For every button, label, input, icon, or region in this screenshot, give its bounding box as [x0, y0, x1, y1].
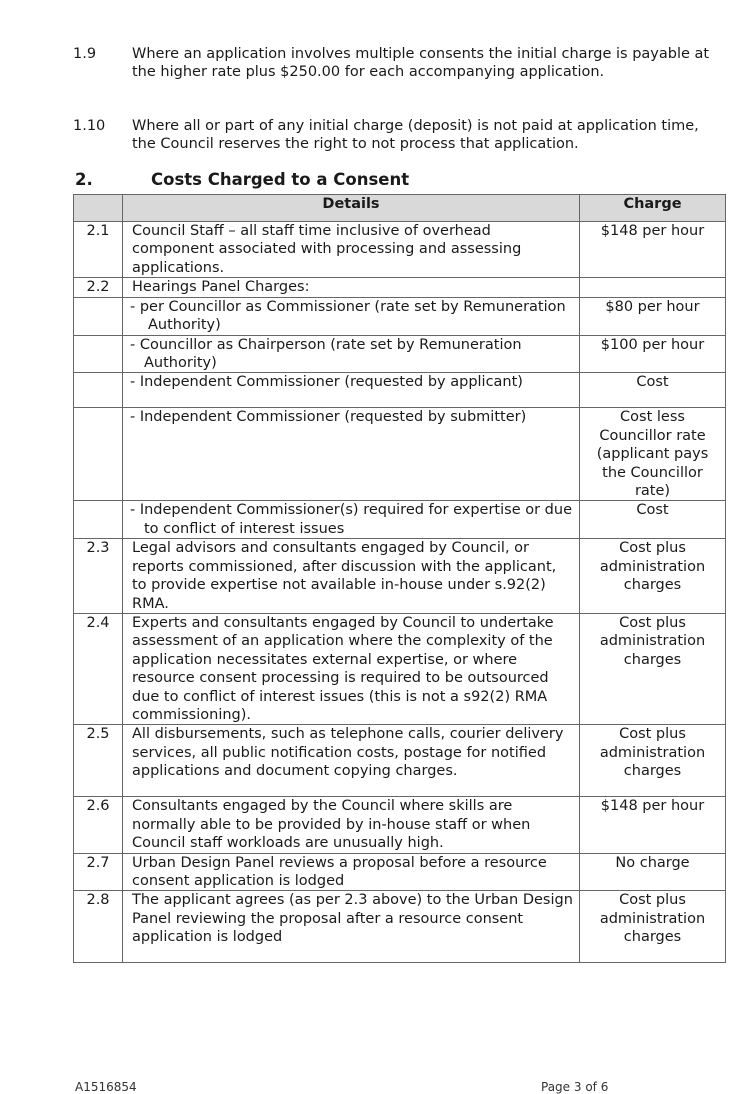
row-number: 2.5	[74, 725, 123, 797]
table-row	[74, 539, 726, 614]
paragraph-1-9	[73, 45, 713, 81]
row-number: 2.4	[74, 613, 123, 724]
row-details: - Independent Commissioner (requested by applicant)	[123, 373, 580, 408]
row-number	[74, 373, 123, 408]
row-number: 2.6	[74, 797, 123, 853]
row-charge: $148 per hour	[580, 222, 726, 278]
row-details: Consultants engaged by the Council where skills are normally able to be provided by in-house staff or when Council staff workloads are unusually high.	[123, 797, 580, 853]
row-details: - per Councillor as Commissioner (rate set by Remuneration Authority)	[123, 297, 580, 335]
row-details: Legal advisors and consultants engaged by Council, or reports commissioned, after discussion with the applicant, to provide expertise not available in-house under s.92(2) RMA.	[123, 539, 580, 614]
row-charge: Cost less Councillor rate (applicant pays the Councillor rate)	[580, 408, 726, 501]
header-number	[74, 195, 123, 222]
row-charge: Cost plus administration charges	[580, 891, 726, 963]
row-charge: Cost	[580, 501, 726, 539]
table-row	[74, 797, 726, 853]
header-details: Details	[123, 195, 580, 222]
row-details: - Independent Commissioner (requested by submitter)	[123, 408, 580, 501]
row-details: - Councillor as Chairperson (rate set by Remuneration Authority)	[123, 335, 580, 373]
page-number: Page 3 of 6	[541, 1080, 609, 1094]
row-details: - Independent Commissioner(s) required for expertise or due to conflict of interest issues	[123, 501, 580, 539]
row-number: 2.8	[74, 891, 123, 963]
table-row	[74, 222, 726, 278]
table-row	[74, 891, 726, 963]
paragraph-text: Where an application involves multiple consents the initial charge is payable at the higher rate plus $250.00 for each accompanying application.	[132, 46, 710, 80]
row-charge: Cost plus administration charges	[580, 613, 726, 724]
row-charge: No charge	[580, 853, 726, 891]
table-row	[74, 853, 726, 891]
paragraph-text: Where all or part of any initial charge (deposit) is not paid at application time, the Council reserves the right to not process that application.	[132, 118, 699, 152]
row-number: 2.2	[74, 278, 123, 297]
table-row	[74, 501, 726, 539]
row-details: Experts and consultants engaged by Council to undertake assessment of an application where the complexity of the application necessitates external expertise, or where resource consent processing is required to be outsourced due to conflict of interest issues (this is not a s92(2) RMA commissioning).	[123, 613, 580, 724]
table-row	[74, 613, 726, 724]
header-charge: Charge	[580, 195, 726, 222]
row-number: 2.3	[74, 539, 123, 614]
row-charge: $100 per hour	[580, 335, 726, 373]
row-number	[74, 335, 123, 373]
paragraph-1-10	[73, 117, 713, 153]
row-number: 2.1	[74, 222, 123, 278]
table-row	[74, 297, 726, 335]
row-details: Council Staff – all staff time inclusive of overhead component associated with processing and assessing applications.	[123, 222, 580, 278]
table-row	[74, 278, 726, 297]
row-number	[74, 297, 123, 335]
row-details: The applicant agrees (as per 2.3 above) to the Urban Design Panel reviewing the proposal after a resource consent application is lodged	[123, 891, 580, 963]
row-charge: Cost plus administration charges	[580, 539, 726, 614]
table-row	[74, 335, 726, 373]
table-row	[74, 408, 726, 501]
row-number	[74, 408, 123, 501]
row-details: Urban Design Panel reviews a proposal before a resource consent application is lodged	[123, 853, 580, 891]
row-details: All disbursements, such as telephone calls, courier delivery services, all public notification costs, postage for notified applications and document copying charges.	[123, 725, 580, 797]
table-header-row	[74, 195, 726, 222]
row-details: Hearings Panel Charges:	[123, 278, 580, 297]
row-charge: $80 per hour	[580, 297, 726, 335]
row-charge: Cost plus administration charges	[580, 725, 726, 797]
section-title: Costs Charged to a Consent	[151, 170, 410, 189]
section-number: 2.	[75, 170, 93, 189]
row-charge: Cost	[580, 373, 726, 408]
row-number: 2.7	[74, 853, 123, 891]
table-row	[74, 373, 726, 408]
paragraph-number: 1.10	[73, 118, 106, 134]
table-row	[74, 725, 726, 797]
row-charge	[580, 278, 726, 297]
paragraph-number: 1.9	[73, 46, 97, 62]
document-reference: A1516854	[75, 1080, 137, 1094]
row-charge: $148 per hour	[580, 797, 726, 853]
costs-table	[73, 194, 726, 963]
row-number	[74, 501, 123, 539]
